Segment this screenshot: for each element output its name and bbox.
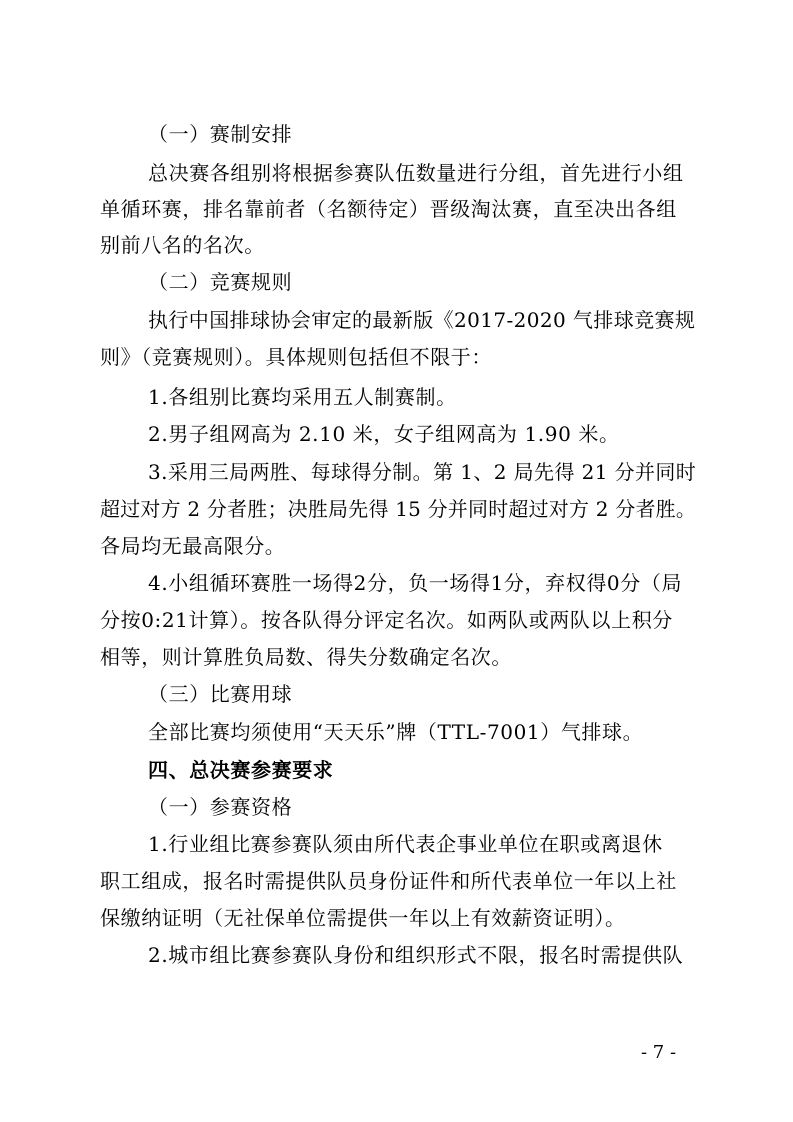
section-heading: 四、总决赛参赛要求 [148,758,334,782]
paragraph-line: 1.行业组比赛参赛队须由所代表企事业单位在职或离退休 [148,832,663,856]
paragraph-line: 职工组成，报名时需提供队员身份证件和所代表单位一年以上社 [100,869,677,893]
paragraph-line: 各局均无最高限分。 [100,534,286,558]
paragraph-line: 4.小组循环赛胜一场得2分，负一场得1分，弃权得0分（局 [148,571,683,595]
paragraph-line: 总决赛各组别将根据参赛队伍数量进行分组，首先进行小组 [148,161,684,185]
paragraph-line: 超过对方 2 分者胜；决胜局先得 15 分并同时超过对方 2 分者胜。 [100,497,697,521]
section-subheading: （一）赛制安排 [148,122,293,146]
paragraph-line: 2.男子组网高为 2.10 米，女子组网高为 1.90 米。 [148,422,620,446]
paragraph-line: 2.城市组比赛参赛队身份和组织形式不限，报名时需提供队 [148,943,684,967]
section-subheading: （三）比赛用球 [148,682,293,706]
page-number: - 7 - [641,1042,677,1063]
section-subheading: （一）参赛资格 [148,795,293,819]
paragraph-line: 全部比赛均须使用“天天乐”牌（TTL-7001）气排球。 [148,720,644,744]
paragraph-line: 执行中国排球协会审定的最新版《2017-2020 气排球竞赛规 [148,308,696,332]
paragraph-line: 保缴纳证明（无社保单位需提供一年以上有效薪资证明）。 [100,906,626,930]
paragraph-line: 1.各组别比赛均采用五人制赛制。 [148,385,457,409]
paragraph-line: 3.采用三局两胜、每球得分制。第 1、2 局先得 21 分并同时 [148,460,697,484]
paragraph-line: 相等，则计算胜负局数、得失分数确定名次。 [100,645,512,669]
paragraph-line: 单循环赛，排名靠前者（名额待定）晋级淘汰赛，直至决出各组 [100,197,677,221]
paragraph-line: 则》（竞赛规则）。具体规则包括但不限于： [100,345,492,369]
paragraph-line: 分按0:21计算）。按各队得分评定名次。如两队或两队以上积分 [100,608,673,632]
paragraph-line: 别前八名的名次。 [100,233,265,257]
section-subheading: （二）竞赛规则 [148,270,293,294]
